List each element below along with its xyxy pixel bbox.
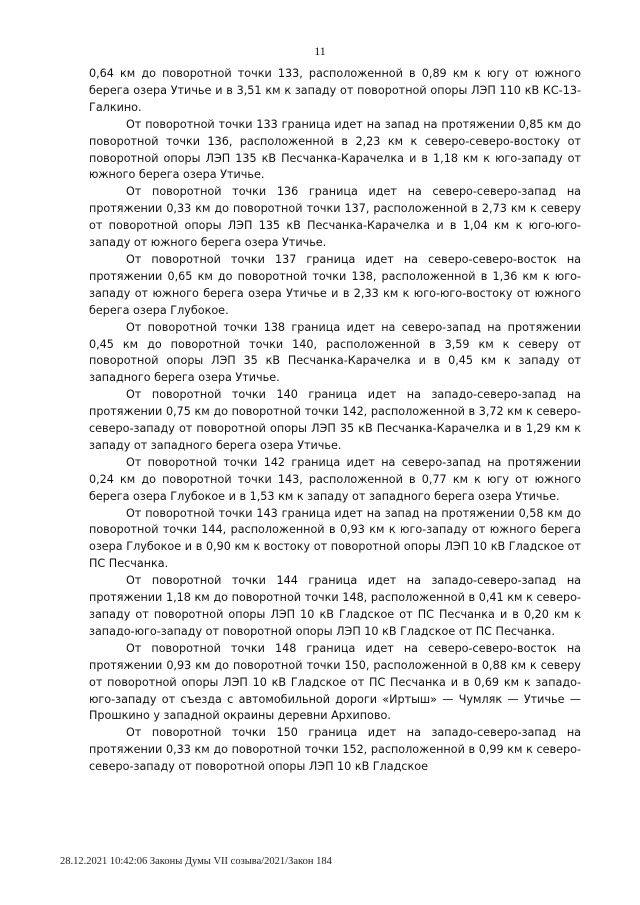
paragraph: От поворотной точки 143 граница идет на запад на протяжении 0,58 км до поворотной точки 144, расположенной в 0,93 км к юго-западу от южного берега озера Глубокое и в 0,90 км к востоку от поворотной опоры ЛЭП 10 кВ Гладское от ПС Песчанка.	[89, 506, 581, 571]
paragraph: От поворотной точки 136 граница идет на северо-северо-запад на протяжении 0,33 км до поворотной точки 137, расположенной в 2,73 км к северу от поворотной опоры ЛЭП 135 кВ Песчанка-Карачелка и в 1,04 км к юго-юго-западу от южного берега озера Утичье.	[89, 185, 581, 250]
page-number: 11	[314, 44, 326, 58]
paragraph: От поворотной точки 150 граница идет на западо-северо-запад на протяжении 0,33 км до поворотной точки 152, расположенной в 0,99 км к северо-северо-западу от поворотной опоры ЛЭП 10 кВ Гладское	[89, 726, 581, 774]
paragraph: От поворотной точки 133 граница идет на запад на протяжении 0,85 км до поворотной точки 136, расположенной в 2,23 км к северо-северо-востоку от поворотной опоры ЛЭП 135 кВ Песчанка-Карачелка и в 1,18 км к юго-западу от южного берега озера Утичье.	[89, 117, 581, 182]
paragraph: От поворотной точки 144 граница идет на западо-северо-запад на протяжении 1,18 км до поворотной точки 148, расположенной в 0,41 км к северо-западу от поворотной опоры ЛЭП 10 кВ Гладское от ПС Песчанка и в 0,20 км к западо-юго-западу от поворотной опоры ЛЭП 10 кВ Гладское от ПС Песчанка.	[89, 574, 581, 638]
paragraph: От поворотной точки 140 граница идет на западо-северо-запад на протяжении 0,75 км до поворотной точки 142, расположенной в 3,72 км к северо-северо-западу от поворотной опоры ЛЭП 35 кВ Песчанка-Карачелка и в 1,29 км к западу от западного берега озера Утичье.	[89, 388, 581, 452]
paragraph: От поворотной точки 138 граница идет на северо-запад на протяжении 0,45 км до поворотной точки 140, расположенной в 3,59 км к северу от поворотной опоры ЛЭП 35 кВ Песчанка-Карачелка и в 0,45 км к западу от западного берега озера Утичье.	[89, 320, 581, 385]
document-footer: 28.12.2021 10:42:06 Законы Думы VII созыва/2021/Закон 184	[60, 856, 332, 867]
paragraph: 0,64 км до поворотной точки 133, расположенной в 0,89 км к югу от южного берега озера Утичье и в 3,51 км к западу от поворотной опоры ЛЭП 110 кВ КС-13-Галкино.	[89, 67, 581, 114]
paragraph: От поворотной точки 148 граница идет на северо-северо-восток на протяжении 0,93 км до поворотной точки 150, расположенной в 0,88 км к северу от поворотной опоры ЛЭП 10 кВ Гладское от ПС Песчанка и в 0,69 км к западо-юго-западу от съезда с автомобильной дороги «Иртыш» — Чумляк — Утичье — Прошкино у западной окраины деревни Архипово.	[89, 641, 581, 723]
paragraph: От поворотной точки 142 граница идет на северо-запад на протяжении 0,24 км до поворотной точки 143, расположенной в 0,77 км к югу от южного берега озера Глубокое и в 1,53 км к западу от западного берега озера Утичье.	[89, 455, 581, 503]
document-body	[89, 66, 581, 776]
paragraph: От поворотной точки 137 граница идет на северо-северо-восток на протяжении 0,65 км до поворотной точки 138, расположенной в 1,36 км к юго-западу от южного берега озера Утичье и в 2,33 км к юго-юго-востоку от южного берега озера Глубокое.	[89, 252, 581, 317]
